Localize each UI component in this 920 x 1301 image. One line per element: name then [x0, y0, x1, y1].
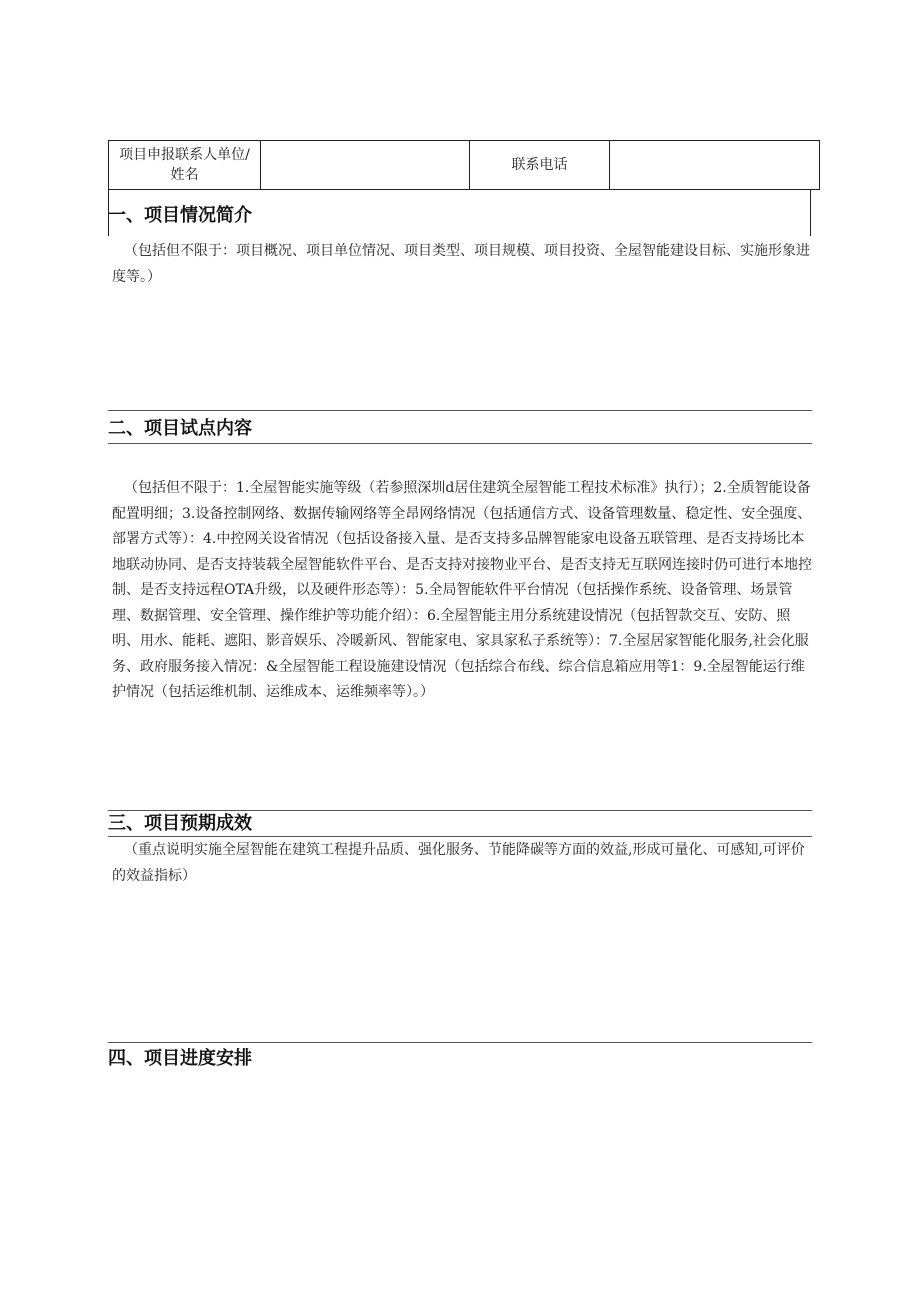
section-one-description: （包括但不限于：项目概况、项目单位情况、项目类型、项目规模、项目投资、全屋智能建设目标、实施形象进度等。）	[112, 243, 810, 285]
section-one-title: 一、项目情况简介	[108, 205, 252, 226]
section-one-right-border	[810, 190, 811, 236]
section-four-top-rule	[108, 1042, 812, 1043]
contact-table	[108, 140, 820, 190]
phone-label-cell: 联系电话	[470, 141, 610, 190]
contact-value-cell[interactable]	[261, 141, 470, 190]
section-two-title: 二、项目试点内容	[108, 418, 252, 439]
phone-value-cell[interactable]	[610, 141, 820, 190]
contact-row	[109, 141, 820, 190]
section-three-bottom-rule	[108, 836, 812, 837]
section-two-top-rule	[108, 410, 812, 411]
section-four-title: 四、项目进度安排	[108, 1048, 252, 1069]
section-three-title: 三、项目预期成效	[108, 813, 252, 834]
section-two-description: （包括但不限于：1.全屋智能实施等级（若参照深圳d居住建筑全屋智能工程技术标准》执行）；2.全质智能设备配置明细；3.设备控制网络、数据传输网络等全昂网络情况（包括通信方式、设备管理数量、稳定性、安全强度、部署方式等）：4.中控网关设省情况（包括设备接入量、是否支持多品牌智能家电设备五联管理、是否支持场比本地联动协同、是否支持装载全屋智能软件平台、是否支持对接物业平台、是否支持无互联网连接时仍可进行本地控制、是否支持远程OTA升级，以及硬件形态等）：5.全局智能软件平台情况（包括操作系统、设备管理、场景管理、数据管理、安全管理、操作维护等功能介绍）：6.全屋智能主用分系统建设情况（包括智款交互、安防、照明、用水、能耗、遮阳、影音娱乐、冷暖新风、智能家电、家具家私子系统等）：7.全屋居家智能化服务,社会化服务、政府服务接入情况：&全屋智能工程设施建设情况（包括综合布线、综合信息箱应用等1：9.全屋智能运行维护情况（包括运维机制、运维成本、运维频率等）。）	[112, 480, 812, 700]
section-two-bottom-rule	[108, 443, 812, 444]
contact-label-cell: 项目申报联系人单位/姓名	[109, 141, 261, 190]
section-three-top-rule	[108, 810, 812, 811]
section-three-description: （重点说明实施全屋智能在建筑工程提升品质、强化服务、节能降碳等方面的效益,形成可量化、可感知,可评价的效益指标）	[112, 842, 805, 884]
